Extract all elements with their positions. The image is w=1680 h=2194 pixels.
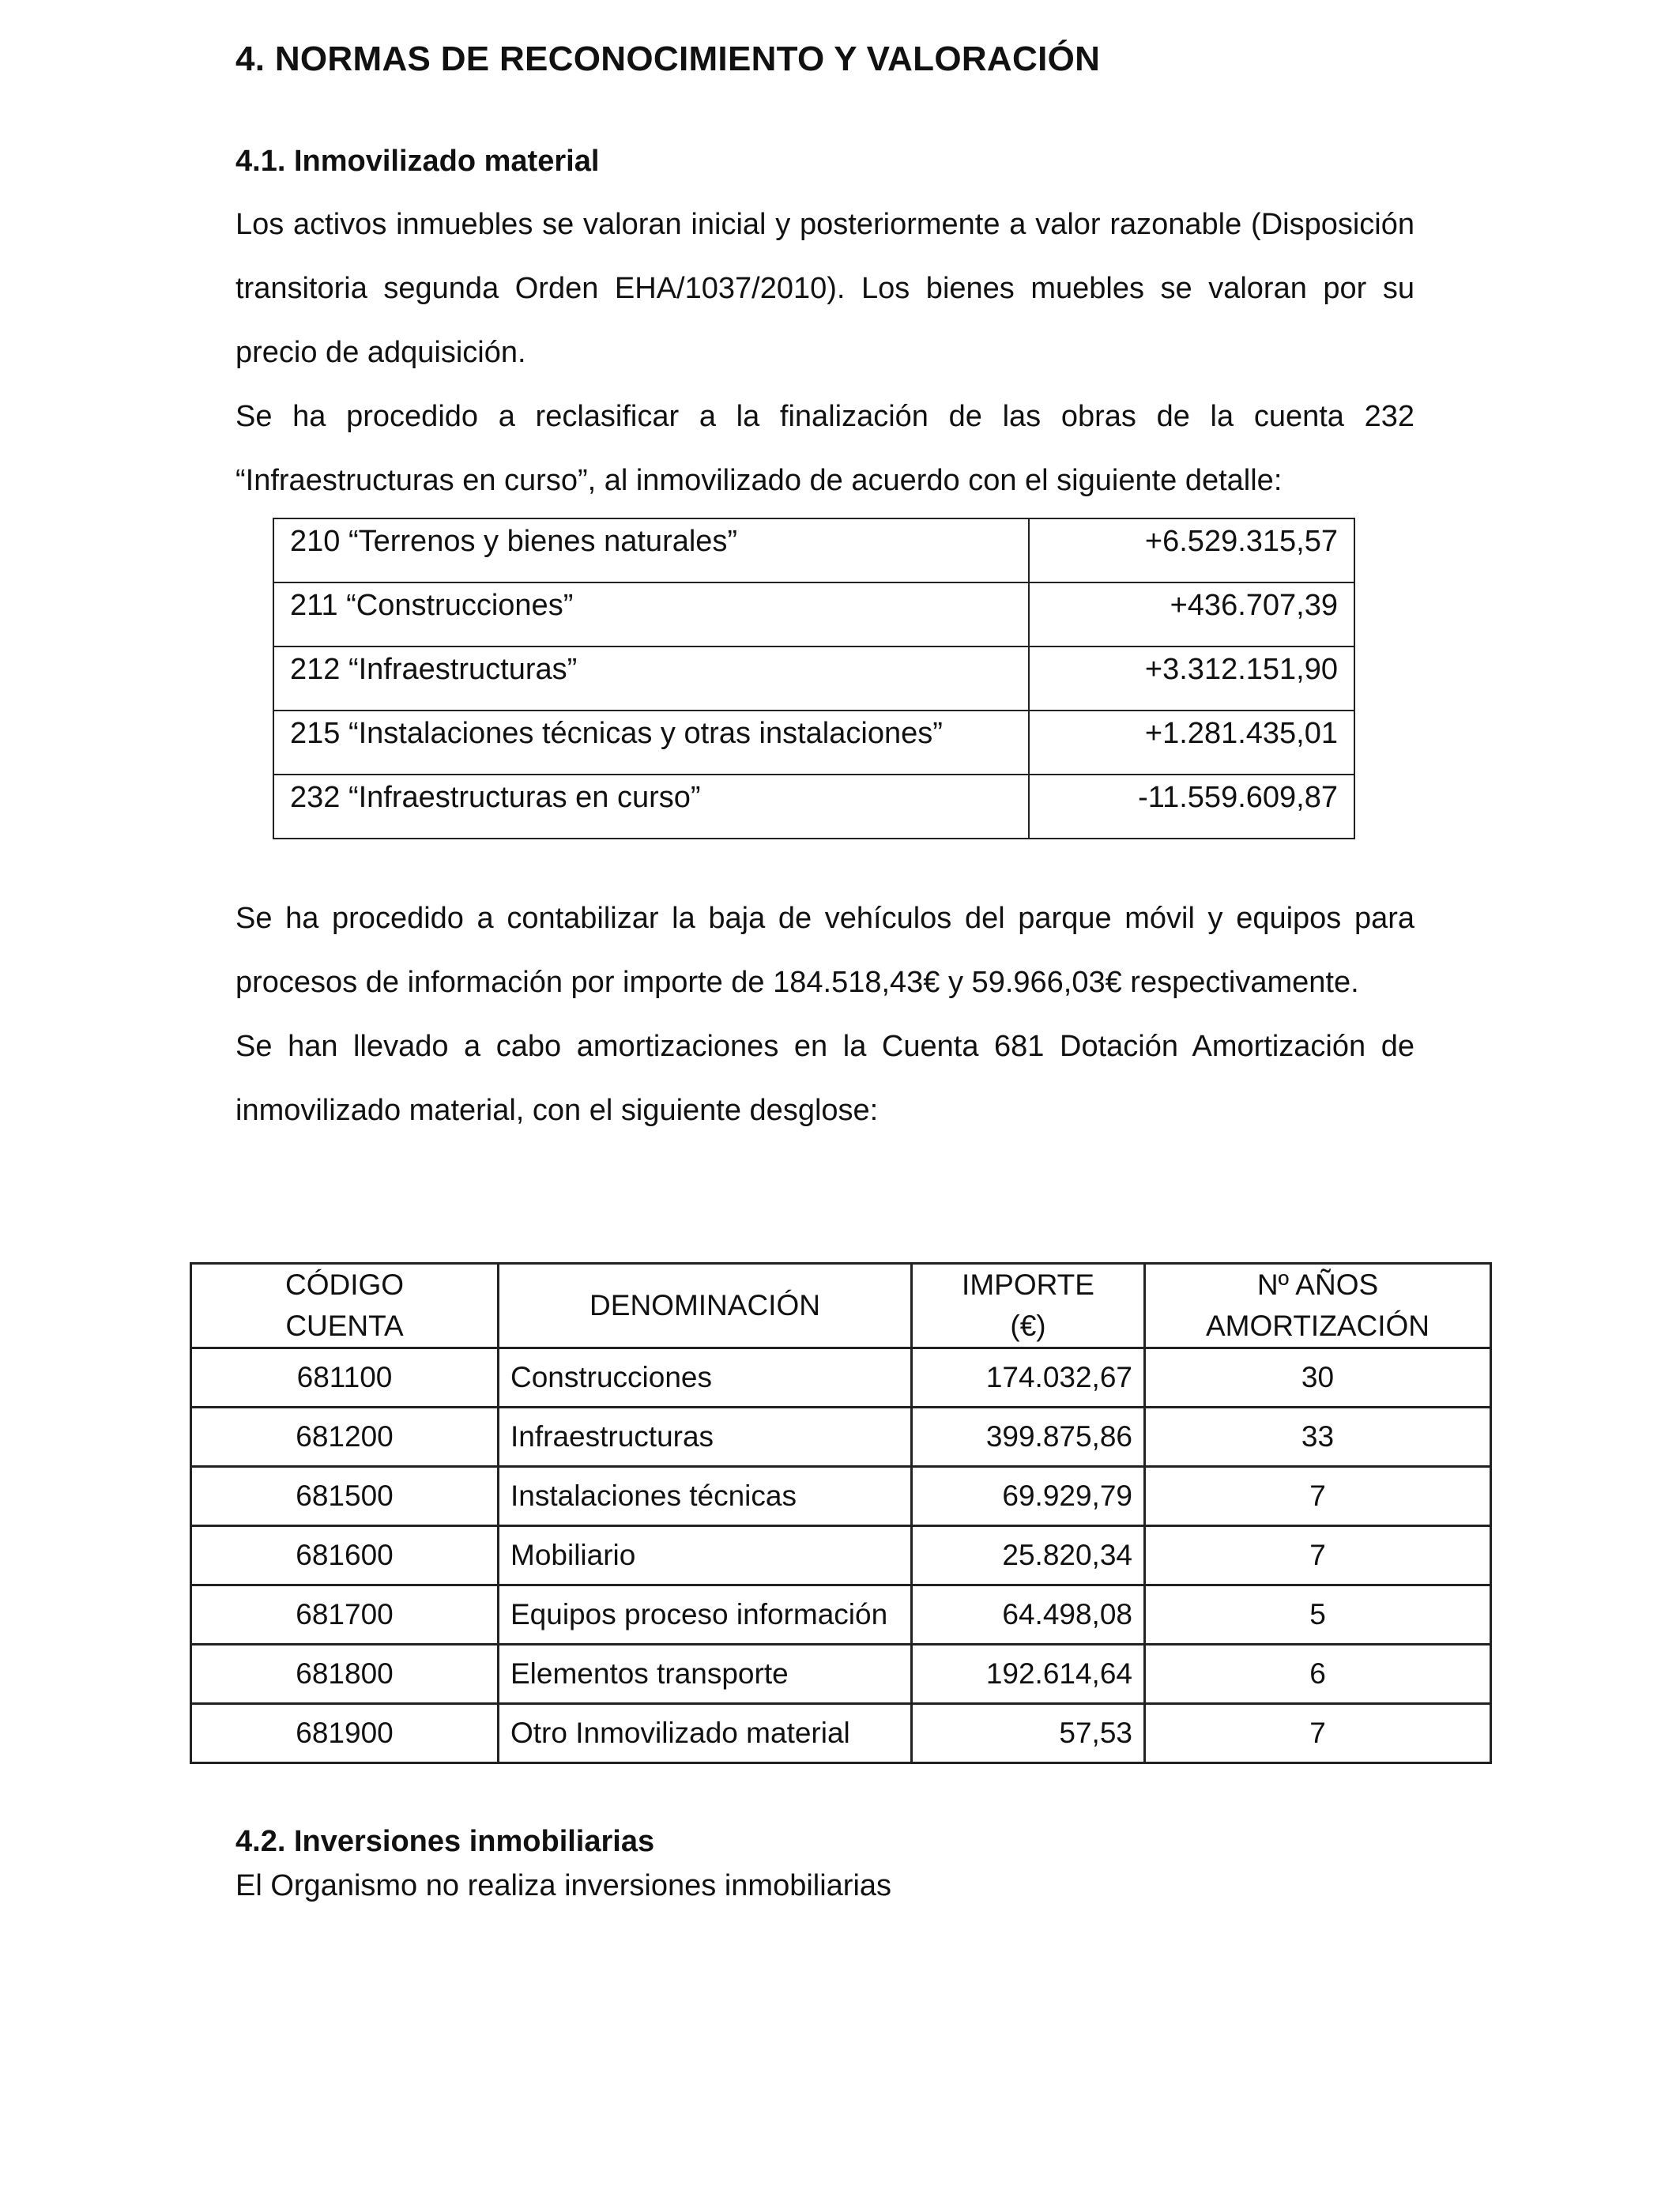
name-cell: Infraestructuras <box>499 1408 912 1467</box>
header-code <box>191 1264 499 1348</box>
table-row <box>191 1704 1491 1763</box>
amount-cell: 25.820,34 <box>912 1526 1145 1585</box>
code-cell: 681700 <box>191 1585 499 1645</box>
reclassification-table <box>273 518 1355 839</box>
amortization-table <box>190 1262 1492 1764</box>
years-cell: 33 <box>1145 1408 1491 1467</box>
code-cell: 681800 <box>191 1645 499 1704</box>
header-amount <box>912 1264 1145 1348</box>
account-cell: 212 “Infraestructuras” <box>273 647 1029 711</box>
header-amount-line2: (€) <box>1010 1310 1046 1342</box>
amount-cell: 192.614,64 <box>912 1645 1145 1704</box>
header-amount-line1: IMPORTE <box>962 1269 1094 1301</box>
table-row <box>273 775 1354 839</box>
account-cell: 210 “Terrenos y bienes naturales” <box>273 518 1029 582</box>
paragraph-reclassification: Se ha procedido a reclasificar a la finalización de las obras de la cuenta 232 “Infraestructuras en curso”, al inmovilizado de acuerdo con el siguiente detalle: <box>235 400 1414 497</box>
section-4-2 <box>235 1819 1414 1908</box>
table-row <box>273 582 1354 647</box>
amount-cell: 69.929,79 <box>912 1467 1145 1526</box>
amount-cell: +6.529.315,57 <box>1029 518 1354 582</box>
table-row <box>191 1348 1491 1408</box>
table-row <box>273 711 1354 775</box>
header-code-line1: CÓDIGO <box>284 1269 405 1301</box>
code-cell: 681500 <box>191 1467 499 1526</box>
code-cell: 681600 <box>191 1526 499 1585</box>
subsection-heading-4-2: 4.2. Inversiones inmobiliarias <box>235 1825 655 1858</box>
table-row <box>273 518 1354 582</box>
name-cell: Equipos proceso información <box>499 1585 912 1645</box>
paragraph-vehicle-disposal: Se ha procedido a contabilizar la baja de vehículos del parque móvil y equipos para procesos de información por importe de 184.518,43€ y 59.966,03€ respectivamente. <box>235 902 1414 999</box>
account-cell: 215 “Instalaciones técnicas y otras instalaciones” <box>273 711 1029 775</box>
years-cell: 6 <box>1145 1645 1491 1704</box>
name-cell: Otro Inmovilizado material <box>499 1704 912 1763</box>
table-row <box>191 1467 1491 1526</box>
account-cell: 232 “Infraestructuras en curso” <box>273 775 1029 839</box>
name-cell: Construcciones <box>499 1348 912 1408</box>
amount-cell: -11.559.609,87 <box>1029 775 1354 839</box>
subsection-heading-4-1: 4.1. Inmovilizado material <box>235 145 600 178</box>
header-years-line2: AMORTIZACIÓN <box>1206 1310 1430 1342</box>
years-cell: 7 <box>1145 1467 1491 1526</box>
amount-cell: 399.875,86 <box>912 1408 1145 1467</box>
name-cell: Instalaciones técnicas <box>499 1467 912 1526</box>
amount-cell: 57,53 <box>912 1704 1145 1763</box>
code-cell: 681100 <box>191 1348 499 1408</box>
document-page <box>235 32 1414 1143</box>
paragraph-valuation: Los activos inmuebles se valoran inicial y posteriormente a valor razonable (Disposición transitoria segunda Orden EHA/1037/2010). Los bienes muebles se valoran por su precio de adquisición. <box>235 208 1414 369</box>
paragraph-amortization: Se han llevado a cabo amortizaciones en la Cuenta 681 Dotación Amortización de inmovilizado material, con el siguiente desglose: <box>235 1030 1414 1127</box>
years-cell: 7 <box>1145 1526 1491 1585</box>
years-cell: 7 <box>1145 1704 1491 1763</box>
header-code-line2: CUENTA <box>285 1310 404 1342</box>
table-row <box>191 1645 1491 1704</box>
years-cell: 30 <box>1145 1348 1491 1408</box>
table-row <box>273 647 1354 711</box>
name-cell: Elementos transporte <box>499 1645 912 1704</box>
code-cell: 681900 <box>191 1704 499 1763</box>
table-header-row <box>191 1264 1491 1348</box>
amount-cell: 64.498,08 <box>912 1585 1145 1645</box>
table-row <box>191 1408 1491 1467</box>
name-cell: Mobiliario <box>499 1526 912 1585</box>
amount-cell: +436.707,39 <box>1029 582 1354 647</box>
amount-cell: +1.281.435,01 <box>1029 711 1354 775</box>
amount-cell: +3.312.151,90 <box>1029 647 1354 711</box>
header-years <box>1145 1264 1491 1348</box>
code-cell: 681200 <box>191 1408 499 1467</box>
amount-cell: 174.032,67 <box>912 1348 1145 1408</box>
table-row <box>191 1526 1491 1585</box>
account-cell: 211 “Construcciones” <box>273 582 1029 647</box>
section-title: 4. NORMAS DE RECONOCIMIENTO Y VALORACIÓN <box>235 40 1101 78</box>
paragraph-real-estate-investments: El Organismo no realiza inversiones inmobiliarias <box>235 1869 892 1902</box>
table-row <box>191 1585 1491 1645</box>
header-years-line1: Nº AÑOS <box>1256 1269 1379 1301</box>
years-cell: 5 <box>1145 1585 1491 1645</box>
header-name: DENOMINACIÓN <box>499 1264 912 1348</box>
